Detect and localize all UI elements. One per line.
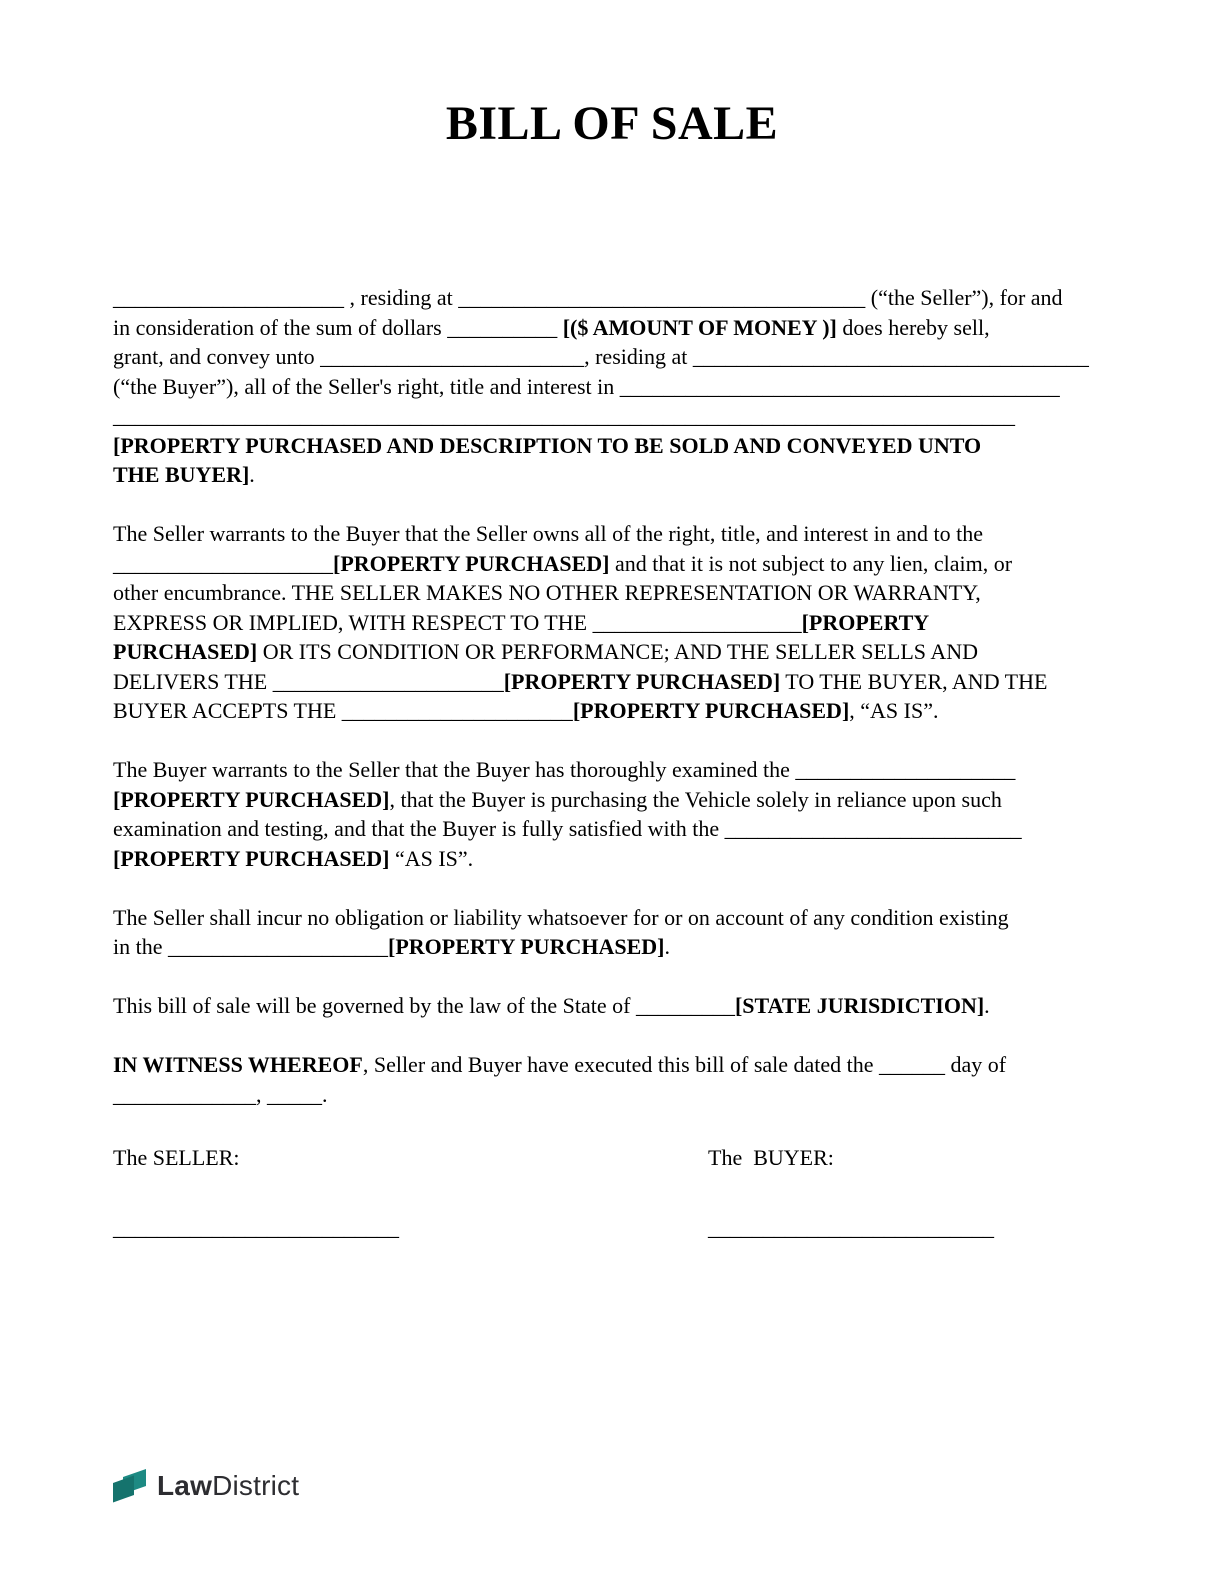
text-segment: _____________, _____. [113, 1081, 328, 1107]
text-line [113, 608, 1113, 638]
text-line [113, 1080, 1113, 1110]
text-line [113, 519, 1113, 549]
lawdistrict-layers-icon [110, 1468, 150, 1504]
paragraph [113, 1050, 1113, 1109]
seller-label: The SELLER: [113, 1145, 240, 1170]
text-line [113, 342, 1113, 372]
text-line [113, 460, 1113, 490]
text-segment: (“the Buyer”), all of the Seller's right, title and interest in ________________________________________ [113, 373, 1060, 399]
text-line [113, 637, 1113, 667]
text-segment: , Seller and Buyer have executed this bill of sale dated the ______ day of [362, 1052, 1007, 1077]
text-line [113, 1050, 1113, 1080]
bold-text-segment: [PROPERTY PURCHASED] [503, 668, 781, 694]
text-line [113, 549, 1113, 579]
paragraph [113, 283, 1113, 490]
bold-text-segment: [PROPERTY PURCHASED] [113, 786, 390, 812]
bold-text-segment: [PROPERTY PURCHASED] [388, 934, 665, 959]
text-segment: in consideration of the sum of dollars __________ [113, 314, 563, 340]
bold-text-segment: [PROPERTY [801, 609, 930, 635]
paragraph [113, 903, 1113, 962]
bold-text-segment: [STATE JURISDICTION] [734, 993, 985, 1018]
text-segment: DELIVERS THE _____________________ [113, 668, 504, 694]
text-segment: EXPRESS OR IMPLIED, WITH RESPECT TO THE ___________________ [113, 609, 802, 635]
text-line [113, 844, 1113, 874]
text-segment: does hereby sell, [836, 314, 990, 340]
text-line [113, 313, 1113, 343]
text-line [113, 903, 1113, 933]
text-segment: . [984, 993, 990, 1018]
text-segment: BUYER ACCEPTS THE _____________________ [113, 698, 573, 723]
text-segment: __________________________________________________________________________________ [113, 403, 1015, 428]
text-segment: grant, and convey unto ________________________, residing at ____________________________________ [113, 344, 1089, 369]
logo-law-text: Law [157, 1470, 213, 1501]
buyer-signature-line: __________________________ [708, 1214, 994, 1240]
text-line [113, 283, 1113, 313]
document-body [113, 283, 1113, 1242]
text-line [113, 667, 1113, 697]
bold-text-segment: [PROPERTY PURCHASED] [113, 845, 390, 871]
text-segment: , that the Buyer is purchasing the Vehicle solely in reliance upon such [389, 786, 1002, 812]
bold-text-segment: [PROPERTY PURCHASED] [333, 550, 610, 576]
text-segment: This bill of sale will be governed by the law of the State of _________ [113, 993, 735, 1018]
bold-text-segment: PURCHASED] [113, 639, 258, 664]
text-segment: The Seller shall incur no obligation or liability whatsoever for or on account of any condition existing [113, 904, 1009, 930]
text-segment: other encumbrance. THE SELLER MAKES NO OTHER REPRESENTATION OR WARRANTY, [113, 580, 981, 605]
text-line [113, 372, 1113, 402]
paragraph [113, 991, 1113, 1021]
bold-text-segment: [PROPERTY PURCHASED] [572, 698, 850, 723]
text-segment: , “AS IS”. [849, 698, 939, 723]
logo-district-text: District [212, 1470, 300, 1501]
text-line [113, 578, 1113, 608]
text-line [113, 814, 1113, 844]
seller-signature-line: __________________________ [113, 1214, 399, 1240]
text-line [113, 401, 1113, 431]
text-segment: . [664, 934, 670, 959]
text-segment: TO THE BUYER, AND THE [780, 668, 1048, 694]
text-segment: examination and testing, and that the Buyer is fully satisfied with the ___________________________ [113, 816, 1022, 841]
signature-block [113, 1143, 1113, 1242]
text-segment: The Seller warrants to the Buyer that the Seller owns all of the right, title, and interest in and to the [113, 521, 983, 546]
text-line [113, 991, 1113, 1021]
text-line [113, 755, 1113, 785]
seller-column [113, 1143, 708, 1242]
lawdistrict-wordmark [157, 1470, 299, 1502]
text-segment: OR ITS CONDITION OR PERFORMANCE; AND THE SELLER SELLS AND [257, 639, 978, 664]
document-title: BILL OF SALE [445, 97, 779, 150]
buyer-label: The BUYER: [708, 1145, 834, 1170]
paragraph [113, 519, 1113, 726]
lawdistrict-logo [110, 1468, 299, 1504]
text-segment: and that it is not subject to any lien, claim, or [609, 550, 1013, 576]
text-line [113, 431, 1113, 461]
text-segment: ____________________ [113, 550, 333, 576]
bold-text-segment: IN WITNESS WHEREOF [113, 1052, 363, 1077]
paragraph [113, 755, 1113, 873]
text-segment: _____________________ , residing at _____________________________________ (“the Seller”), for and [113, 285, 1063, 310]
text-line [113, 932, 1113, 962]
text-segment: The Buyer warrants to the Seller that the Buyer has thoroughly examined the ____________________ [113, 757, 1016, 782]
text-segment: in the ____________________ [113, 934, 388, 959]
bold-text-segment: THE BUYER] [113, 462, 250, 487]
bold-text-segment: [($ AMOUNT OF MONEY )] [562, 314, 837, 340]
text-line [113, 696, 1113, 726]
bold-text-segment: [PROPERTY PURCHASED AND DESCRIPTION TO BE SOLD AND CONVEYED UNTO [113, 432, 982, 458]
text-segment: “AS IS”. [389, 845, 474, 871]
buyer-column [708, 1143, 1113, 1242]
text-line [113, 785, 1113, 815]
text-segment: . [249, 462, 255, 487]
